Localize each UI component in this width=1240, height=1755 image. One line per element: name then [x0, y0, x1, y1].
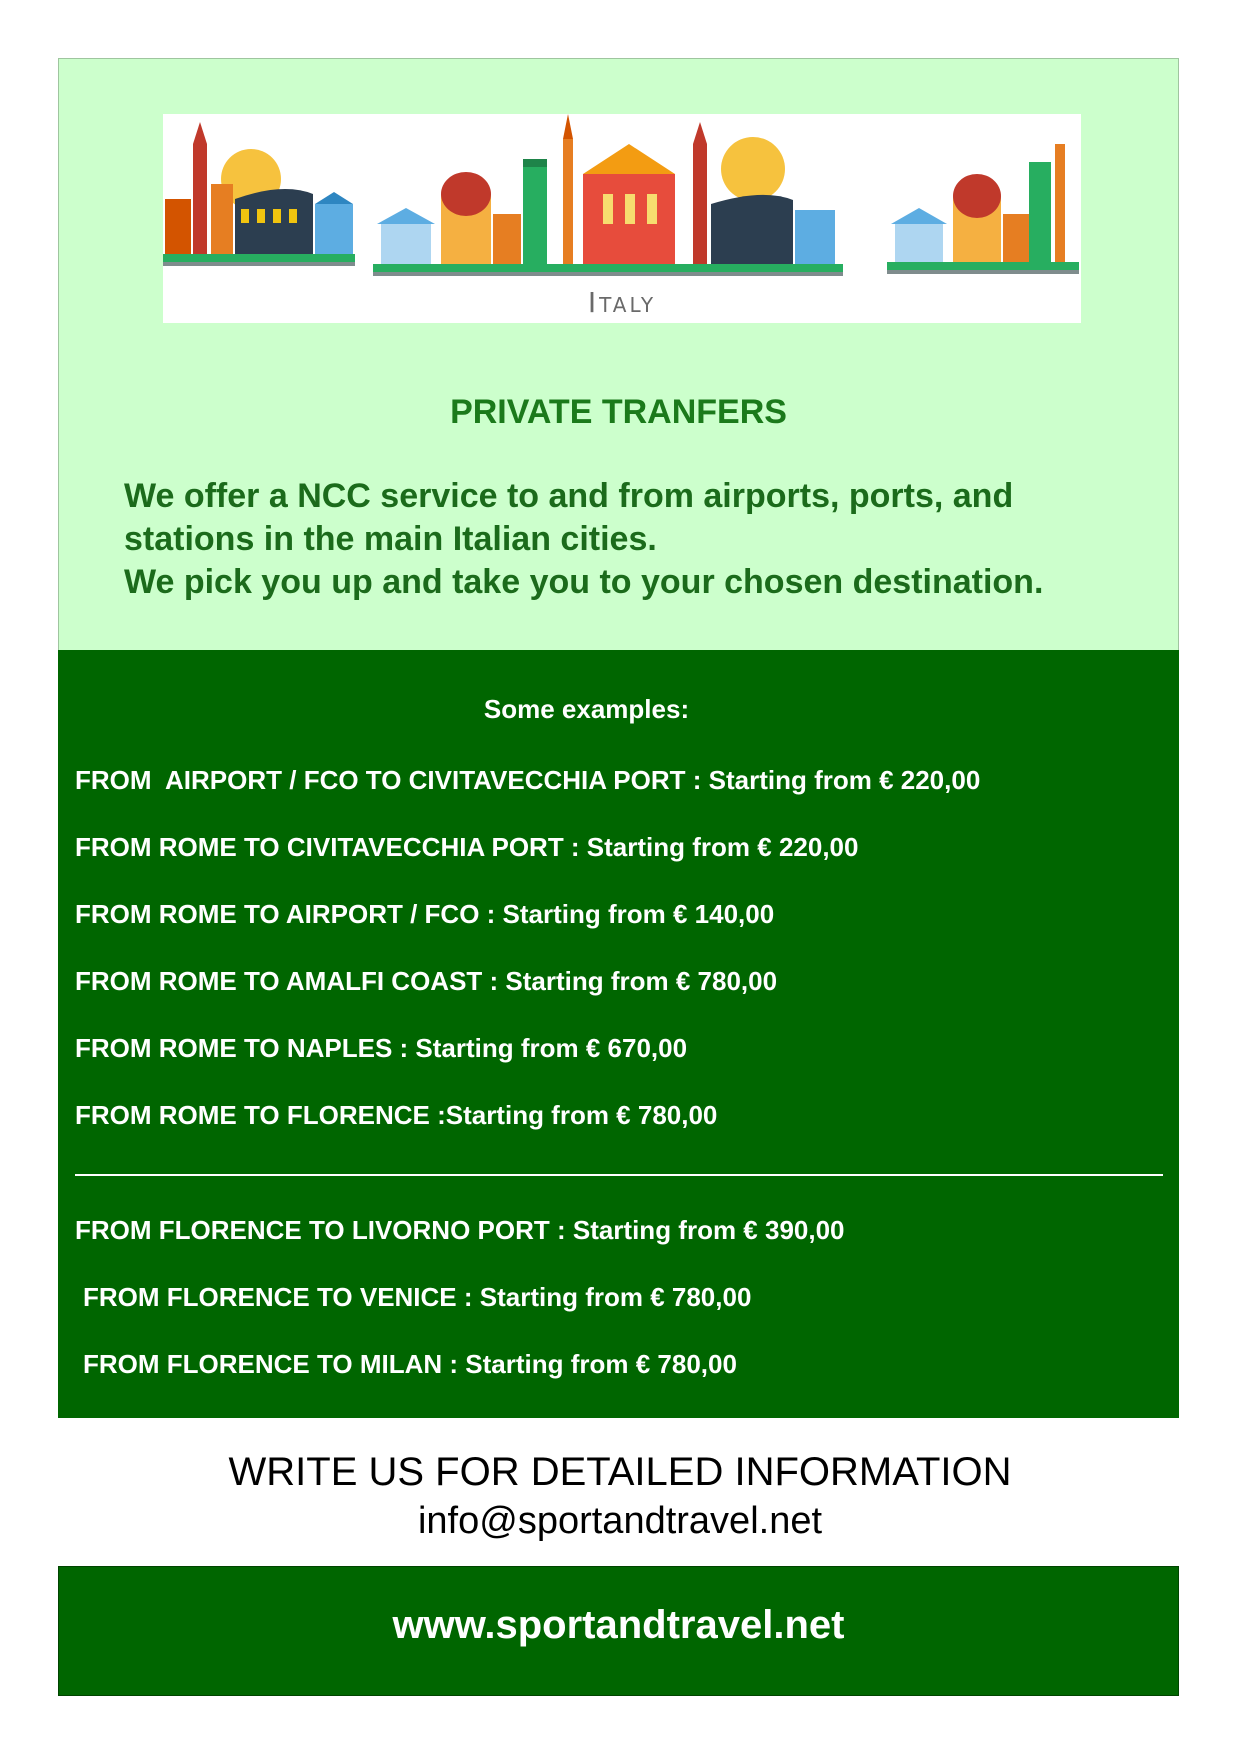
page-title: PRIVATE TRANFERS: [450, 393, 787, 431]
route-item: FROM AIRPORT / FCO TO CIVITAVECCHIA PORT : Starting from € 220,00: [75, 765, 981, 795]
intro-panel: [58, 58, 1179, 650]
route-item: FROM ROME TO AMALFI COAST : Starting from € 780,00: [75, 966, 778, 996]
intro-text: [124, 475, 1164, 604]
route-item: FROM FLORENCE TO LIVORNO PORT : Starting from € 390,00: [75, 1215, 845, 1245]
skyline-left-cluster: [163, 122, 355, 266]
route-item: FROM ROME TO AIRPORT / FCO : Starting from € 140,00: [75, 899, 775, 929]
website-link[interactable]: www.sportandtravel.net: [392, 1603, 845, 1647]
examples-title: Some examples:: [483, 694, 690, 724]
banner-caption: Italy: [587, 286, 657, 319]
italy-skyline-banner: [163, 114, 1081, 323]
intro-line: We pick you up and take you to your chosen destination.: [124, 563, 1044, 601]
intro-line: We offer a NCC service to and from airports, ports, and: [124, 477, 1014, 515]
section-divider: [75, 1174, 1163, 1176]
skyline-middle-cluster: [373, 114, 843, 276]
contact-cta: WRITE US FOR DETAILED INFORMATION: [228, 1450, 1012, 1494]
route-item: FROM ROME TO FLORENCE :Starting from € 780,00: [75, 1100, 718, 1130]
footer-bar: [58, 1566, 1179, 1696]
skyline-right-cluster: [887, 144, 1079, 274]
route-item: FROM FLORENCE TO VENICE : Starting from € 780,00: [83, 1282, 752, 1312]
examples-panel: [58, 650, 1179, 1418]
contact-email[interactable]: info@sportandtravel.net: [417, 1500, 823, 1542]
route-item: FROM ROME TO NAPLES : Starting from € 670,00: [75, 1033, 688, 1063]
route-item: FROM FLORENCE TO MILAN : Starting from € 780,00: [83, 1349, 737, 1379]
intro-line: stations in the main Italian cities.: [124, 520, 657, 558]
route-item: FROM ROME TO CIVITAVECCHIA PORT : Starting from € 220,00: [75, 832, 859, 862]
